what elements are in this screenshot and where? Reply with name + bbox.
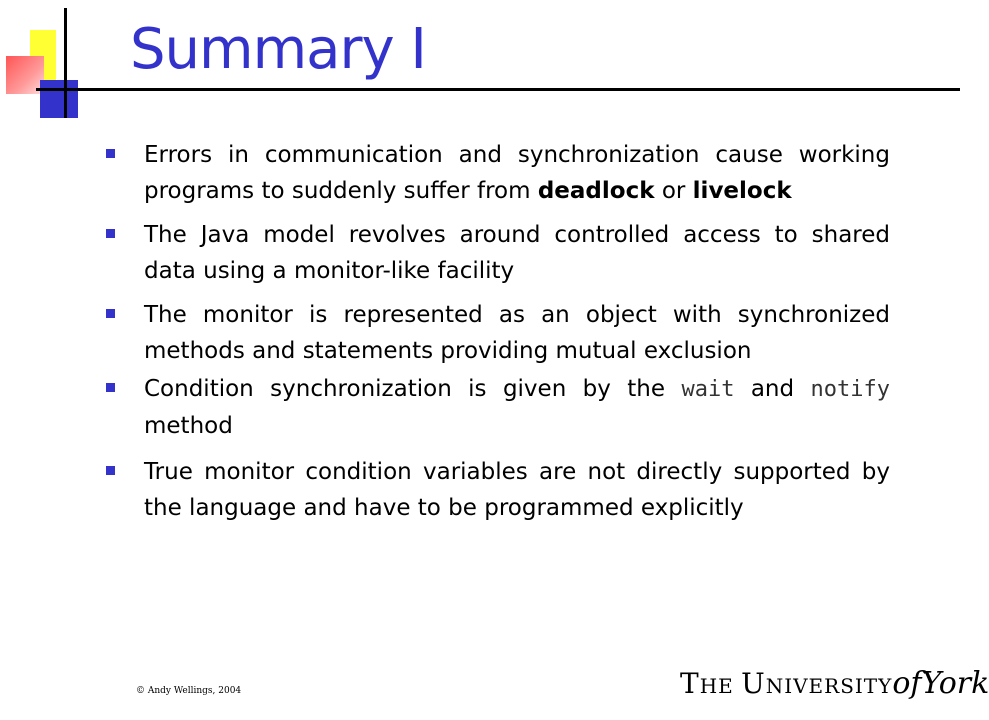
bold-term-livelock: livelock [692, 178, 792, 204]
logo-script-york: York [921, 666, 989, 701]
logo-smallcaps: HE [699, 674, 742, 698]
bullet-item [106, 217, 890, 289]
text-run: The monitor is represented as an object with synchronized methods and statements providing mutual exclusion [144, 302, 890, 364]
bullet-item [106, 371, 890, 444]
text-run: Condition synchronization is given by the [144, 376, 682, 402]
bullet-text [144, 297, 890, 369]
vertical-rule [64, 8, 67, 118]
bullet-text [144, 371, 890, 444]
text-run: True monitor condition variables are not directly supported by the language and have to be programmed explicitly [144, 459, 890, 521]
bullet-text [144, 217, 890, 289]
square-bullet-icon [106, 149, 115, 158]
text-run: or [654, 178, 693, 204]
text-run: Errors in communication and synchronization cause working programs to suddenly suffer from [144, 142, 890, 204]
square-bullet-icon [106, 229, 115, 238]
logo-script-of: of [892, 666, 922, 701]
code-notify: notify [810, 377, 890, 402]
logo-smallcaps: NIVERSITY [765, 674, 893, 698]
university-of-york-logo [680, 666, 989, 701]
code-wait: wait [681, 377, 735, 402]
bullet-item [106, 297, 890, 369]
copyright-footer: © Andy Wellings, 2004 [136, 686, 242, 696]
square-bullet-icon [106, 466, 115, 475]
text-run: The Java model revolves around controlled access to shared data using a monitor-like facility [144, 222, 890, 284]
bullet-item [106, 454, 890, 526]
slide-title: Summary I [130, 17, 426, 82]
text-run: method [144, 413, 233, 439]
bullet-item [106, 137, 890, 209]
bullet-text [144, 454, 890, 526]
bullet-text [144, 137, 890, 209]
square-bullet-icon [106, 309, 115, 318]
logo-letter: T [680, 667, 700, 700]
logo-letter: U [741, 667, 766, 700]
square-bullet-icon [106, 383, 115, 392]
blue-square-decoration [40, 80, 78, 118]
text-run: and [734, 376, 811, 402]
bullet-list [106, 137, 890, 526]
bold-term-deadlock: deadlock [537, 178, 655, 204]
